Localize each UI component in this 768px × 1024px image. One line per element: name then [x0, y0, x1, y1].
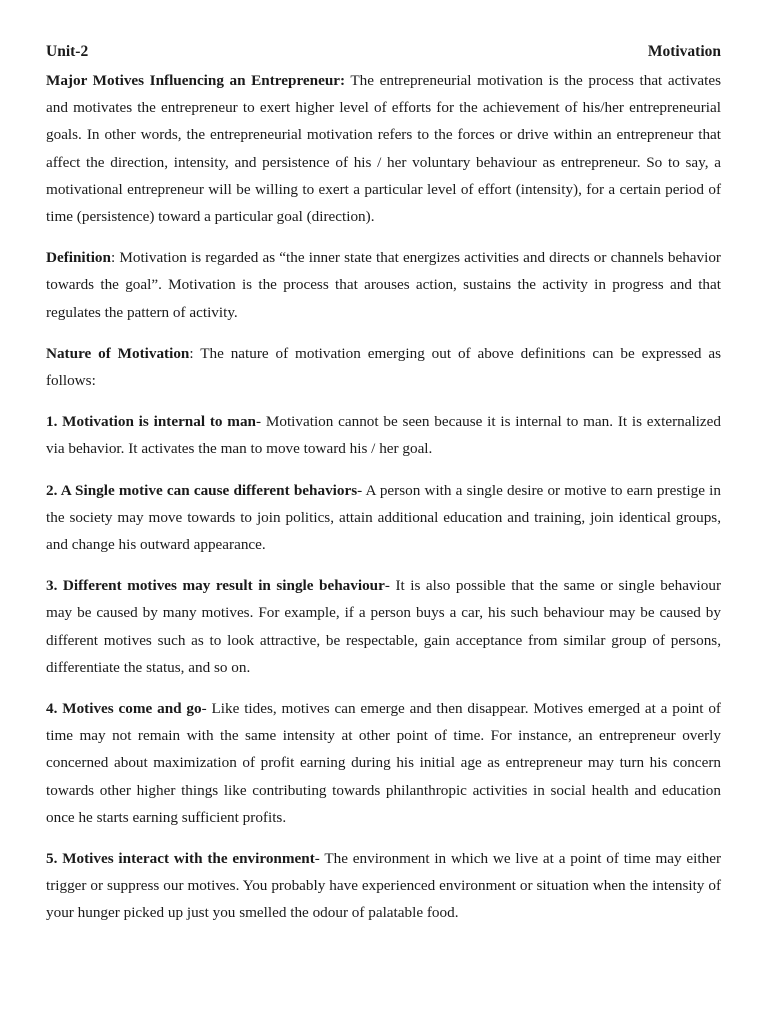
paragraph-text: - It is also possible that the same or single behaviour may be caused by many motives. For example, if a person buys a car, his such behaviour may be caused by different motives such as to look attractive, be respectable, gain acceptance from similar group of persons, differentiate the status, and so on.	[46, 577, 721, 676]
paragraph-heading: Definition	[46, 249, 111, 267]
paragraph-text: - The environment in which we live at a point of time may either trigger or suppress our motives. You probably have experienced environment or situation when the intensity of your hunger picked up just you smelled the odour of palatable food.	[46, 850, 722, 922]
paragraph-heading: 2. A Single motive can cause different behaviors	[46, 481, 358, 499]
paragraph-definition	[46, 244, 721, 326]
paragraph-heading: 5. Motives interact with the environment	[46, 850, 315, 868]
paragraph-heading: 1. Motivation is internal to man	[46, 413, 256, 431]
paragraph-text: : Motivation is regarded as “the inner state that energizes activities and directs or channels behavior towards the goal”. Motivation is the process that arouses action, sustains the activity in progress and that regulates the pattern of activity.	[46, 249, 721, 321]
page-header	[46, 40, 721, 64]
paragraph-text: - Like tides, motives can emerge and then disappear. Motives emerged at a point of time may not remain with the same intensity at other point of time. For instance, an entrepreneur overly concerned about maximization of profit earning during his initial age as entrepreneur may turn his concern towards other higher things like contributing towards philanthropic activities in social health and education once he starts earning sufficient profits.	[46, 700, 721, 826]
paragraph-text: The entrepreneurial motivation is the process that activates and motivates the entrepreneur to exert higher level of efforts for the achievement of his/her entrepreneurial goals. In other words, the entrepreneurial motivation refers to the forces or drive within an entrepreneur that affect the direction, intensity, and persistence of his / her voluntary behaviour as entrepreneur. So to say, a motivational entrepreneur will be willing to exert a particular level of effort (intensity), for a certain period of time (persistence) toward a particular goal (direction).	[46, 72, 721, 226]
paragraph-major-motives	[46, 67, 721, 230]
paragraph-point-4	[46, 695, 721, 831]
paragraph-point-3	[46, 572, 721, 681]
paragraph-point-1	[46, 408, 721, 462]
paragraph-text: - A person with a single desire or motive to earn prestige in the society may move towards to join politics, attain additional education and training, join identical groups, and change his outward appearance.	[46, 481, 721, 554]
paragraph-point-2	[46, 477, 721, 559]
paragraph-heading: 4. Motives come and go	[46, 700, 202, 718]
paragraph-text: - Motivation cannot be seen because it is internal to man. It is externalized via behavior. It activates the man to move toward his / her goal.	[46, 413, 722, 458]
unit-label: Unit-2	[46, 43, 89, 60]
paragraph-point-5	[46, 845, 721, 927]
paragraph-nature	[46, 340, 721, 394]
paragraph-heading: 3. Different motives may result in single behaviour	[46, 577, 385, 595]
paragraph-heading: Nature of Motivation	[46, 344, 190, 362]
topic-label: Motivation	[647, 43, 721, 60]
paragraph-heading: Major Motives Influencing an Entrepreneur:	[46, 72, 346, 89]
paragraph-text: : The nature of motivation emerging out of above definitions can be expressed as follows:	[46, 344, 721, 390]
